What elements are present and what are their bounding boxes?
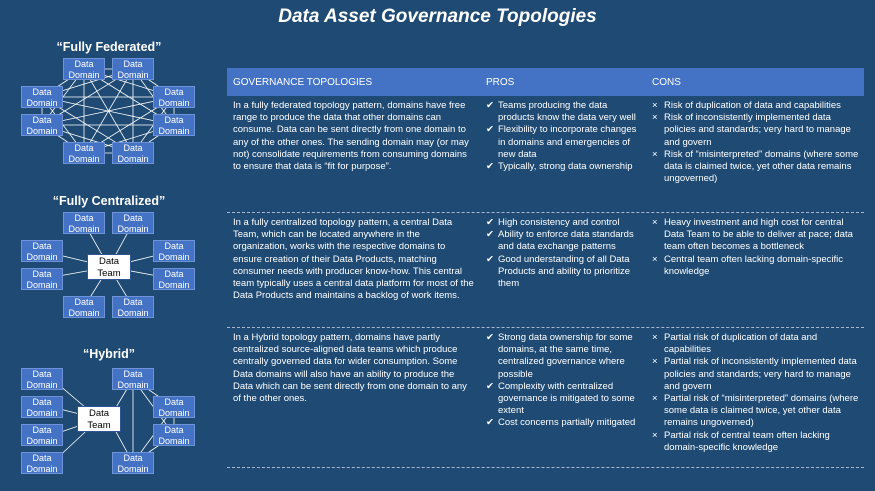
pro-item <box>486 417 642 429</box>
table-row <box>227 328 864 468</box>
con-item <box>652 430 860 454</box>
con-item-text: Risk of duplication of data and capabilities <box>664 100 841 111</box>
data-domain-node: Data Domain <box>112 296 154 318</box>
data-domain-node: Data Domain <box>63 58 105 80</box>
con-item <box>652 217 860 254</box>
cross-icon: × <box>652 253 658 265</box>
data-domain-node: Data Domain <box>21 452 63 474</box>
pro-item <box>486 229 642 253</box>
pro-item-text: Flexibility to incorporate changes in domains and emergencies of new data <box>498 124 637 160</box>
pro-item-text: Complexity with centralized governance is mitigated to some extent <box>498 380 635 417</box>
topology-description: In a fully centralized topology pattern, a central Data Team, which can be located anywhere in the organization, works with the respective domains to ensure creation of their Data Products, matching consumer needs with producer know-how. This central team typically uses a central data platform for most of the Data Products and maintains a backlog of work items. <box>233 217 474 302</box>
topology-description: In a Hybrid topology pattern, domains have partly centralized source-aligned data teams which produce centrally governed data for wider consumption. Some Data domains will also have an ability to produce the Data which can be sent directly from one domain to any of the other ones. <box>233 332 467 405</box>
cross-icon: × <box>652 100 658 111</box>
pro-item-text: High consistency and control <box>498 217 620 228</box>
data-domain-node: Data Domain <box>153 114 195 136</box>
data-domain-node: Data Domain <box>21 424 63 446</box>
pros-cell <box>480 328 646 467</box>
data-domain-node: Data Domain <box>21 368 63 390</box>
check-icon: ✔ <box>486 100 494 111</box>
con-item <box>652 149 860 186</box>
check-icon: ✔ <box>486 229 494 241</box>
header-topologies: GOVERNANCE TOPOLOGIES <box>233 76 373 88</box>
cross-icon: × <box>652 112 658 124</box>
pro-item <box>486 381 642 418</box>
data-domain-node: Data Domain <box>112 368 154 390</box>
con-item <box>652 254 860 278</box>
check-icon: ✔ <box>486 124 494 136</box>
data-team-node: Data Team <box>87 254 131 280</box>
data-domain-node: Data Domain <box>153 396 195 418</box>
data-domain-node: Data Domain <box>112 452 154 474</box>
check-icon: ✔ <box>486 417 494 429</box>
data-domain-node: Data Domain <box>21 114 63 136</box>
con-item-text: Risk of “misinterpreted” domains (where some data is claimed twice, yet other data remains ungoverned) <box>664 148 859 185</box>
data-domain-node: Data Domain <box>112 58 154 80</box>
check-icon: ✔ <box>486 380 494 392</box>
cross-icon: × <box>652 356 658 368</box>
data-team-node: Data Team <box>77 406 121 432</box>
data-domain-node: Data Domain <box>153 268 195 290</box>
header-pros: PROS <box>486 76 515 88</box>
pro-item <box>486 254 642 291</box>
pro-item <box>486 161 642 173</box>
con-item <box>652 100 860 112</box>
table-row <box>227 96 864 213</box>
con-item-text: Partial risk of “misinterpreted” domains (where some data is claimed twice, yet other data remains ungoverned) <box>664 393 859 429</box>
con-item-text: Heavy investment and high cost for central Data Team to be able to deliver at pace; data team often becomes a bottleneck <box>664 217 853 253</box>
cons-cell <box>646 328 864 467</box>
header-cons: CONS <box>652 76 681 88</box>
check-icon: ✔ <box>486 161 494 173</box>
topologies-table <box>227 68 864 468</box>
data-domain-node: Data Domain <box>21 240 63 262</box>
pro-item-text: Teams producing the data products know the data very well <box>498 100 636 124</box>
pro-item-text: Strong data ownership for some domains, at the same time, centralized governance where possible <box>498 332 633 380</box>
con-item <box>652 356 860 393</box>
con-item-text: Partial risk of duplication of data and capabilities <box>664 332 818 356</box>
data-domain-node: Data Domain <box>153 240 195 262</box>
data-domain-node: Data Domain <box>21 86 63 108</box>
cross-icon: × <box>652 332 658 343</box>
cons-cell <box>646 213 864 327</box>
centralized-diagram-title: “Fully Centralized” <box>52 194 166 208</box>
table-row <box>227 213 864 328</box>
topology-description: In a fully federated topology pattern, domains have free range to produce the data that other domains can consume. Data can be sent directly from one domain to any of the other ones. The sending domain may (or may not) consolidate requirements from consuming domains to ensure that data is “fit for purpose”. <box>233 100 469 173</box>
cross-icon: × <box>652 429 658 441</box>
pro-item <box>486 100 642 124</box>
data-domain-node: Data Domain <box>21 396 63 418</box>
cross-icon: × <box>652 148 658 160</box>
pro-item-text: Typically, strong data ownership <box>498 161 633 173</box>
data-domain-node: Data Domain <box>63 142 105 164</box>
pro-item <box>486 332 642 381</box>
check-icon: ✔ <box>486 253 494 265</box>
check-icon: ✔ <box>486 332 494 343</box>
data-domain-node: Data Domain <box>153 86 195 108</box>
con-item <box>652 112 860 149</box>
pro-item <box>486 124 642 161</box>
data-domain-node: Data Domain <box>112 212 154 234</box>
pro-item <box>486 217 642 229</box>
pros-cell <box>480 96 646 212</box>
data-domain-node: Data Domain <box>153 424 195 446</box>
page-title: Data Asset Governance Topologies <box>278 6 597 27</box>
table-header <box>227 68 864 96</box>
pros-cell <box>480 213 646 327</box>
data-domain-node: Data Domain <box>21 268 63 290</box>
con-item-text: Partial risk of inconsistently implemented data policies and standards; very hard to manage and govern <box>664 356 857 392</box>
data-domain-node: Data Domain <box>112 142 154 164</box>
cross-icon: × <box>652 217 658 228</box>
hybrid-diagram <box>0 0 218 491</box>
check-icon: ✔ <box>486 217 494 228</box>
con-item-text: Central team often lacking domain-specific knowledge <box>664 253 844 277</box>
con-item <box>652 332 860 356</box>
data-domain-node: Data Domain <box>63 212 105 234</box>
federated-diagram-title: “Fully Federated” <box>56 40 162 54</box>
cons-cell <box>646 96 864 212</box>
pro-item-text: Good understanding of all Data Products and ability to prioritize them <box>498 253 631 290</box>
con-item <box>652 393 860 430</box>
pro-item-text: Cost concerns partially mitigated <box>498 417 636 429</box>
hybrid-diagram-title: “Hybrid” <box>82 347 136 361</box>
con-item-text: Partial risk of central team often lacking domain-specific knowledge <box>664 429 830 453</box>
cross-icon: × <box>652 393 658 405</box>
pro-item-text: Ability to enforce data standards and data exchange patterns <box>498 229 634 253</box>
con-item-text: Risk of inconsistently implemented data policies and standards; very hard to manage and govern <box>664 112 851 148</box>
data-domain-node: Data Domain <box>63 296 105 318</box>
